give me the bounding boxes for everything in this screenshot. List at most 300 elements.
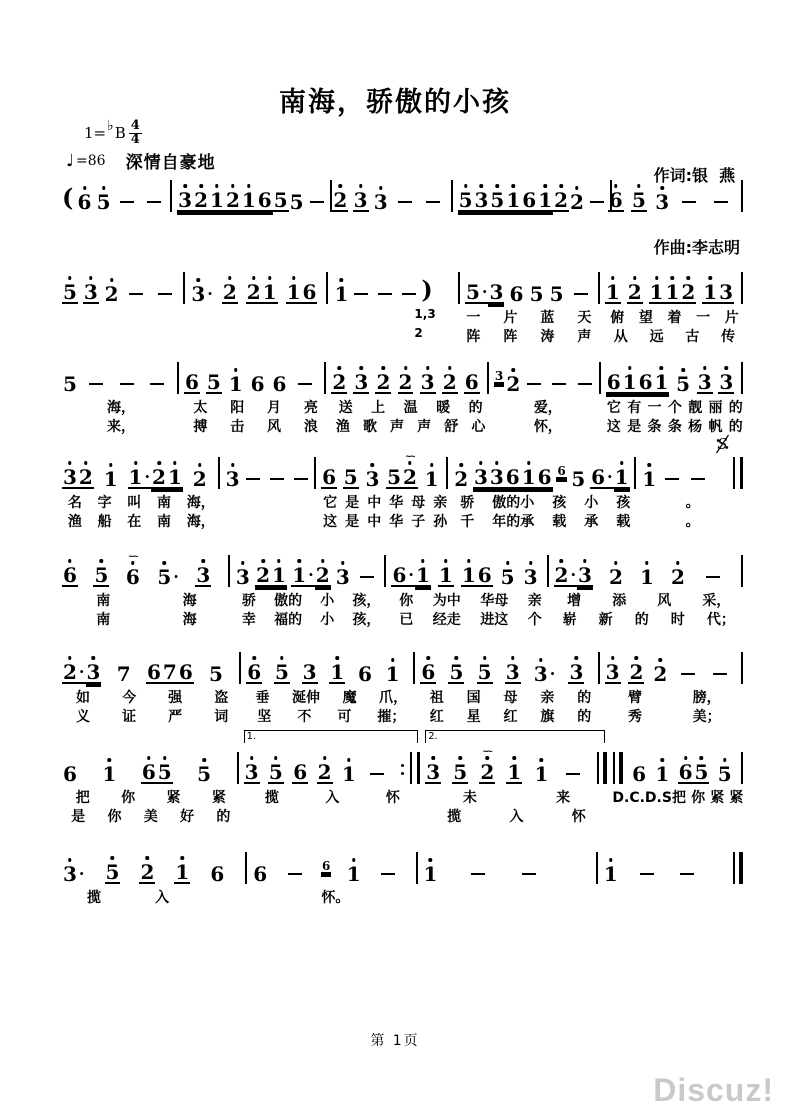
- note: 3: [235, 559, 251, 587]
- note: 1: [167, 459, 183, 489]
- lyric-syllable: 海，: [186, 514, 215, 530]
- duration-dash: [89, 383, 103, 385]
- note: 5: [717, 756, 733, 784]
- lyric-syllable: 入: [509, 809, 524, 825]
- note: 5: [477, 654, 493, 684]
- note-cluster: [225, 461, 241, 489]
- augmentation-dot: ·: [78, 654, 86, 684]
- note-cluster: [62, 274, 78, 304]
- measure: [552, 547, 746, 628]
- note: 5: [489, 182, 505, 212]
- note-cluster: [702, 274, 734, 304]
- lyric-syllable: 阳: [230, 400, 245, 416]
- note-cluster: [341, 756, 357, 784]
- note-cluster: [448, 654, 464, 684]
- note: 2: [192, 461, 208, 489]
- note-cluster: [697, 364, 713, 394]
- octave-dot: [583, 559, 587, 563]
- lyric-syllable: 垂: [255, 690, 270, 706]
- lyric-syllable: 的: [728, 419, 743, 435]
- lyric-syllable: 这: [323, 514, 338, 530]
- lyric-syllable: 风: [657, 593, 672, 609]
- duration-dash: [706, 576, 720, 578]
- measure: [451, 449, 639, 530]
- tempo-bpm: =86: [76, 152, 106, 169]
- barline: [741, 752, 743, 784]
- note: 2: [505, 366, 521, 394]
- lyric-syllable: 亲: [540, 690, 555, 706]
- lyric-syllable: 着: [667, 310, 682, 326]
- augmentation-dot: ·: [569, 557, 577, 587]
- notes-row: [60, 264, 188, 304]
- note: 6: [253, 862, 268, 886]
- note: 1: [702, 274, 718, 304]
- note-cluster: [442, 364, 458, 394]
- music-line-6: [60, 644, 746, 725]
- lyric-syllable: 福的: [274, 612, 303, 628]
- lyric-syllable: 的: [577, 690, 592, 706]
- octave-dot: [241, 561, 245, 565]
- note: 2: [453, 461, 469, 489]
- note-cluster: [273, 182, 289, 212]
- note-cluster: [505, 654, 521, 684]
- note-cluster: [177, 182, 273, 212]
- measure: [233, 547, 390, 628]
- note-cluster: [302, 654, 318, 684]
- note: 2: [608, 559, 624, 587]
- note: 6: [632, 762, 647, 786]
- lyric-syllable: 的: [577, 709, 592, 725]
- note-cluster: [554, 557, 593, 587]
- note-cluster: [268, 754, 284, 784]
- notes-row: [60, 744, 242, 784]
- lyric-syllable: 条: [667, 419, 682, 435]
- lyric-syllable: 声: [417, 419, 432, 435]
- note-cluster: [479, 747, 495, 784]
- octave-dot: [339, 184, 343, 188]
- lyric-syllable: 望: [638, 310, 653, 326]
- measure: [421, 844, 601, 884]
- lyric-syllable: 未: [462, 790, 477, 806]
- lyric-syllable: 渔: [335, 419, 350, 435]
- note: 3: [302, 654, 318, 684]
- lyric-syllable: 靓: [688, 400, 703, 416]
- note: 3: [420, 364, 436, 394]
- note-cluster: [649, 274, 697, 304]
- note: 6: [63, 762, 77, 786]
- lyric-syllable: 送: [338, 400, 353, 416]
- note-cluster: [453, 461, 469, 489]
- barline: [239, 652, 241, 684]
- octave-dot: [648, 463, 652, 467]
- lyric-syllable: 的: [634, 612, 649, 628]
- note: 2: [670, 559, 686, 587]
- measure: [60, 844, 250, 906]
- lyric-row: [182, 416, 329, 435]
- note: 6: [420, 654, 436, 684]
- note: 1: [654, 756, 670, 784]
- octave-dot: [181, 856, 185, 860]
- note-cluster: [438, 557, 454, 587]
- duration-dash: [552, 383, 566, 385]
- note: 6: [141, 754, 157, 784]
- mordent-icon: ~~: [128, 552, 138, 562]
- note-cluster: [209, 856, 225, 884]
- note-cluster: [425, 754, 441, 784]
- octave-dot: [352, 858, 356, 862]
- lyric-row: [492, 416, 604, 435]
- barline: [170, 180, 172, 212]
- octave-dot: [723, 758, 727, 762]
- barline: [416, 852, 418, 884]
- lyric-syllable: 紧: [166, 790, 181, 806]
- lyric-row: [233, 590, 390, 609]
- octave-dot: [321, 559, 325, 563]
- duration-dash: [522, 873, 536, 875]
- octave-dot: [382, 366, 386, 370]
- lyric-syllable: 紧: [211, 790, 226, 806]
- octave-dot: [68, 656, 72, 660]
- note: 1: [385, 656, 401, 684]
- key-signature: [84, 120, 142, 146]
- lyric-row: [250, 887, 420, 906]
- duration-dash: [129, 293, 143, 295]
- note-cluster: [103, 461, 119, 489]
- notes-row: [492, 354, 604, 394]
- lyric-syllable: 爪，: [379, 690, 408, 706]
- duration-dash: [288, 873, 302, 875]
- note-cluster: [77, 184, 93, 212]
- note: 6: [509, 282, 524, 306]
- octave-dot: [660, 186, 664, 190]
- lyric-syllable: 把: [75, 790, 90, 806]
- note: 1: [101, 756, 117, 784]
- note-cluster: [357, 656, 373, 684]
- note: 3: [505, 654, 521, 684]
- lyric-syllable: 千: [460, 514, 475, 530]
- note-cluster: [420, 364, 436, 394]
- lyric-syllable: 你: [691, 790, 706, 806]
- lyric-syllable: 红: [429, 709, 444, 725]
- octave-dot: [197, 278, 201, 282]
- lyric-syllable: 好: [180, 809, 195, 825]
- notes-row: [319, 449, 451, 489]
- octave-dot: [336, 656, 340, 660]
- note-cluster: [652, 656, 668, 684]
- lyric-syllable: 是: [627, 419, 642, 435]
- note: 5: [209, 662, 223, 686]
- octave-dot: [89, 276, 93, 280]
- lyric-syllable: 来，: [106, 419, 135, 435]
- lyric-row: [492, 397, 604, 416]
- note: ~~ 2: [403, 452, 417, 489]
- measure: [250, 844, 420, 906]
- expression-marking: 深情自豪地: [125, 153, 216, 173]
- octave-dot: [404, 366, 408, 370]
- lyric-syllable: 爱，: [533, 400, 562, 416]
- barline: [183, 272, 185, 304]
- note-cluster: [654, 756, 670, 784]
- lyric-syllable: 片: [724, 310, 739, 326]
- lyric-syllable: 的: [728, 400, 743, 416]
- barline: [598, 272, 600, 304]
- duration-dash: [158, 293, 172, 295]
- note: 2: [332, 182, 348, 212]
- note: 7: [162, 654, 178, 684]
- duration-dash: [713, 673, 727, 675]
- lyric-syllable: 涎伸: [292, 690, 321, 706]
- augmentation-dot: ·: [207, 284, 213, 303]
- notes-row: [329, 354, 492, 394]
- lyric-syllable: 今: [122, 690, 137, 706]
- note-cluster: [291, 557, 330, 587]
- note: 6: [184, 364, 200, 394]
- note-cluster: [385, 656, 401, 684]
- duration-dash: [360, 576, 374, 578]
- lyric-row: [329, 416, 492, 435]
- note-cluster: [500, 559, 516, 587]
- watermark: Discuz!: [653, 1072, 774, 1108]
- octave-dot: [84, 461, 88, 465]
- lyric-syllable: 船: [97, 514, 112, 530]
- measure: [60, 449, 223, 530]
- lyric-row: [60, 590, 233, 609]
- verse-labels: [410, 264, 454, 342]
- barline: [741, 555, 743, 587]
- octave-dot: [444, 559, 448, 563]
- note-cluster: [641, 461, 657, 489]
- lyric-syllable: 有: [627, 400, 642, 416]
- measure: [389, 547, 551, 628]
- note: ~~ 6: [125, 552, 140, 589]
- barline: [741, 652, 743, 684]
- lyric-syllable: 词: [214, 709, 229, 725]
- lyric-row: [60, 887, 250, 906]
- barline: [218, 457, 220, 489]
- key-prefix: 1=: [84, 124, 107, 142]
- note-cluster: [590, 459, 629, 489]
- barline: [228, 555, 230, 587]
- octave-dot: [633, 276, 637, 280]
- octave-dot: [359, 184, 363, 188]
- note-cluster: [125, 552, 141, 589]
- lyric-syllable: 小: [320, 612, 335, 628]
- note-cluster: [494, 369, 504, 394]
- octave-dot: [280, 656, 284, 660]
- lyric-row: [60, 706, 244, 725]
- measure: [60, 644, 244, 725]
- note-cluster: [289, 184, 305, 212]
- note: 5: [500, 559, 516, 587]
- note-cluster: [62, 856, 86, 884]
- note: 1: [228, 366, 244, 394]
- note: 1: [639, 559, 655, 587]
- measure: [60, 744, 242, 825]
- notes-row: [60, 844, 250, 884]
- octave-dot: [529, 561, 533, 565]
- octave-dot: [635, 656, 639, 660]
- octave-dot: [645, 561, 649, 565]
- octave-dot: [459, 463, 463, 467]
- note: 5: [458, 182, 474, 212]
- octave-dot: [527, 461, 531, 465]
- barline: [741, 272, 743, 304]
- lyric-syllable: 月: [267, 400, 282, 416]
- measure: [175, 172, 330, 212]
- note-cluster: [195, 557, 211, 587]
- lyric-syllable: 条: [647, 419, 662, 435]
- note: 5: [206, 364, 222, 394]
- note: 5: [105, 854, 121, 884]
- lyric-syllable: 字: [97, 495, 112, 511]
- note: 6: [357, 662, 372, 686]
- note: 1: [605, 274, 621, 304]
- note: 3: [577, 557, 593, 587]
- duration-dash: [714, 201, 728, 203]
- octave-dot: [268, 276, 272, 280]
- notes-row: [421, 844, 601, 884]
- measure: [330, 172, 455, 212]
- note: 1: [333, 276, 349, 304]
- note: 6: [590, 459, 606, 489]
- note: 5: [156, 559, 172, 587]
- duration-dash: [354, 293, 368, 295]
- note: 2: [375, 364, 391, 394]
- note: 2: [554, 557, 570, 587]
- octave-dot: [513, 756, 517, 760]
- note-cluster: [235, 559, 251, 587]
- note: 3: [533, 656, 549, 684]
- note: 7: [116, 662, 131, 686]
- note: 1: [286, 274, 302, 304]
- lyric-syllable: 母: [411, 495, 426, 511]
- measure: [223, 449, 320, 489]
- svg-text:S: S: [717, 435, 728, 453]
- lyric-syllable: 天: [577, 310, 592, 326]
- note: 1: [622, 364, 638, 394]
- note: 5: [465, 274, 481, 304]
- notes-row: [639, 435, 746, 491]
- note: 2: [222, 274, 238, 304]
- note-cluster: [228, 366, 244, 394]
- repeat-dots: [401, 764, 404, 775]
- measure: [601, 844, 746, 884]
- octave-dot: [68, 559, 72, 563]
- lyric-syllable: 魔: [342, 690, 357, 706]
- lyric-syllable: 亲: [527, 593, 542, 609]
- music-line-5: [60, 547, 746, 628]
- note-cluster: [206, 364, 222, 394]
- note-cluster: [62, 654, 101, 684]
- lyric-syllable: 帆: [708, 419, 723, 435]
- note: 2: [246, 274, 262, 304]
- octave-dot: [68, 276, 72, 280]
- lyric-syllable: 暖: [436, 400, 451, 416]
- octave-dot: [173, 461, 177, 465]
- note: 5: [452, 754, 468, 784]
- note: 6: [521, 182, 537, 212]
- lyric-row: [603, 326, 746, 345]
- octave-dot: [202, 559, 206, 563]
- octave-dot: [611, 656, 615, 660]
- lyric-syllable: 的: [468, 400, 483, 416]
- note: 6: [178, 654, 194, 684]
- lyric-syllable: 新: [598, 612, 613, 628]
- note: 5: [386, 459, 402, 489]
- lyric-syllable: 。: [685, 514, 700, 530]
- measure: [60, 172, 175, 212]
- note-cluster: [375, 364, 391, 394]
- lyric-syllable: 承: [584, 514, 599, 530]
- lyric-syllable: 名: [67, 495, 82, 511]
- barline: [177, 362, 179, 394]
- note: 6: [321, 459, 337, 489]
- note: 2: [569, 184, 585, 212]
- lyric-row: [389, 609, 551, 628]
- lyric-syllable: 你: [121, 790, 136, 806]
- lyric-syllable: 进这: [480, 612, 509, 628]
- note: 3: [474, 182, 490, 212]
- lyric-syllable: 臂: [627, 690, 642, 706]
- verse-number: 2: [414, 326, 423, 340]
- lyric-syllable: 一: [466, 310, 481, 326]
- octave-dot: [480, 184, 484, 188]
- note: 1: [664, 274, 680, 304]
- barline: [324, 362, 326, 394]
- note: 1: [241, 182, 257, 212]
- note: 6: [557, 464, 566, 478]
- note: 2: [652, 656, 668, 684]
- notes-row: [331, 264, 433, 306]
- note-cluster: [196, 756, 212, 784]
- octave-dot: [560, 559, 564, 563]
- note-cluster: [146, 654, 194, 684]
- notes-row: [604, 354, 746, 394]
- note-cluster: [139, 854, 155, 884]
- measure: [418, 644, 602, 725]
- lyric-syllable: 小: [584, 495, 599, 511]
- lyric-syllable: 幸: [241, 612, 256, 628]
- octave-dot: [512, 368, 516, 372]
- lyric-row: [60, 492, 223, 511]
- lyric-syllable: 一: [647, 400, 662, 416]
- lyric-syllable: 。: [685, 495, 700, 511]
- lyric-row: [451, 511, 639, 530]
- note-cluster: [570, 461, 586, 489]
- note: 1: [505, 182, 521, 212]
- note-cluster: [105, 854, 121, 884]
- note-cluster: [606, 364, 670, 394]
- notes-row: [410, 264, 454, 304]
- octave-dot: [458, 756, 462, 760]
- note: 5: [273, 182, 289, 212]
- duration-dash: [426, 201, 440, 203]
- duration-dash: [120, 201, 134, 203]
- double-barline: [596, 752, 608, 784]
- note: 1: [346, 856, 362, 884]
- measure: [244, 644, 418, 725]
- duration-dash: [294, 478, 308, 480]
- duration-dash: [370, 773, 384, 775]
- note-cluster: [332, 182, 348, 212]
- note: 5: [343, 459, 359, 489]
- note-cluster: [465, 274, 504, 304]
- octave-dot: [479, 461, 483, 465]
- lyric-syllable: 时: [670, 612, 685, 628]
- lyric-syllable: 添: [612, 593, 627, 609]
- barline: [598, 652, 600, 684]
- note: 6: [322, 859, 331, 873]
